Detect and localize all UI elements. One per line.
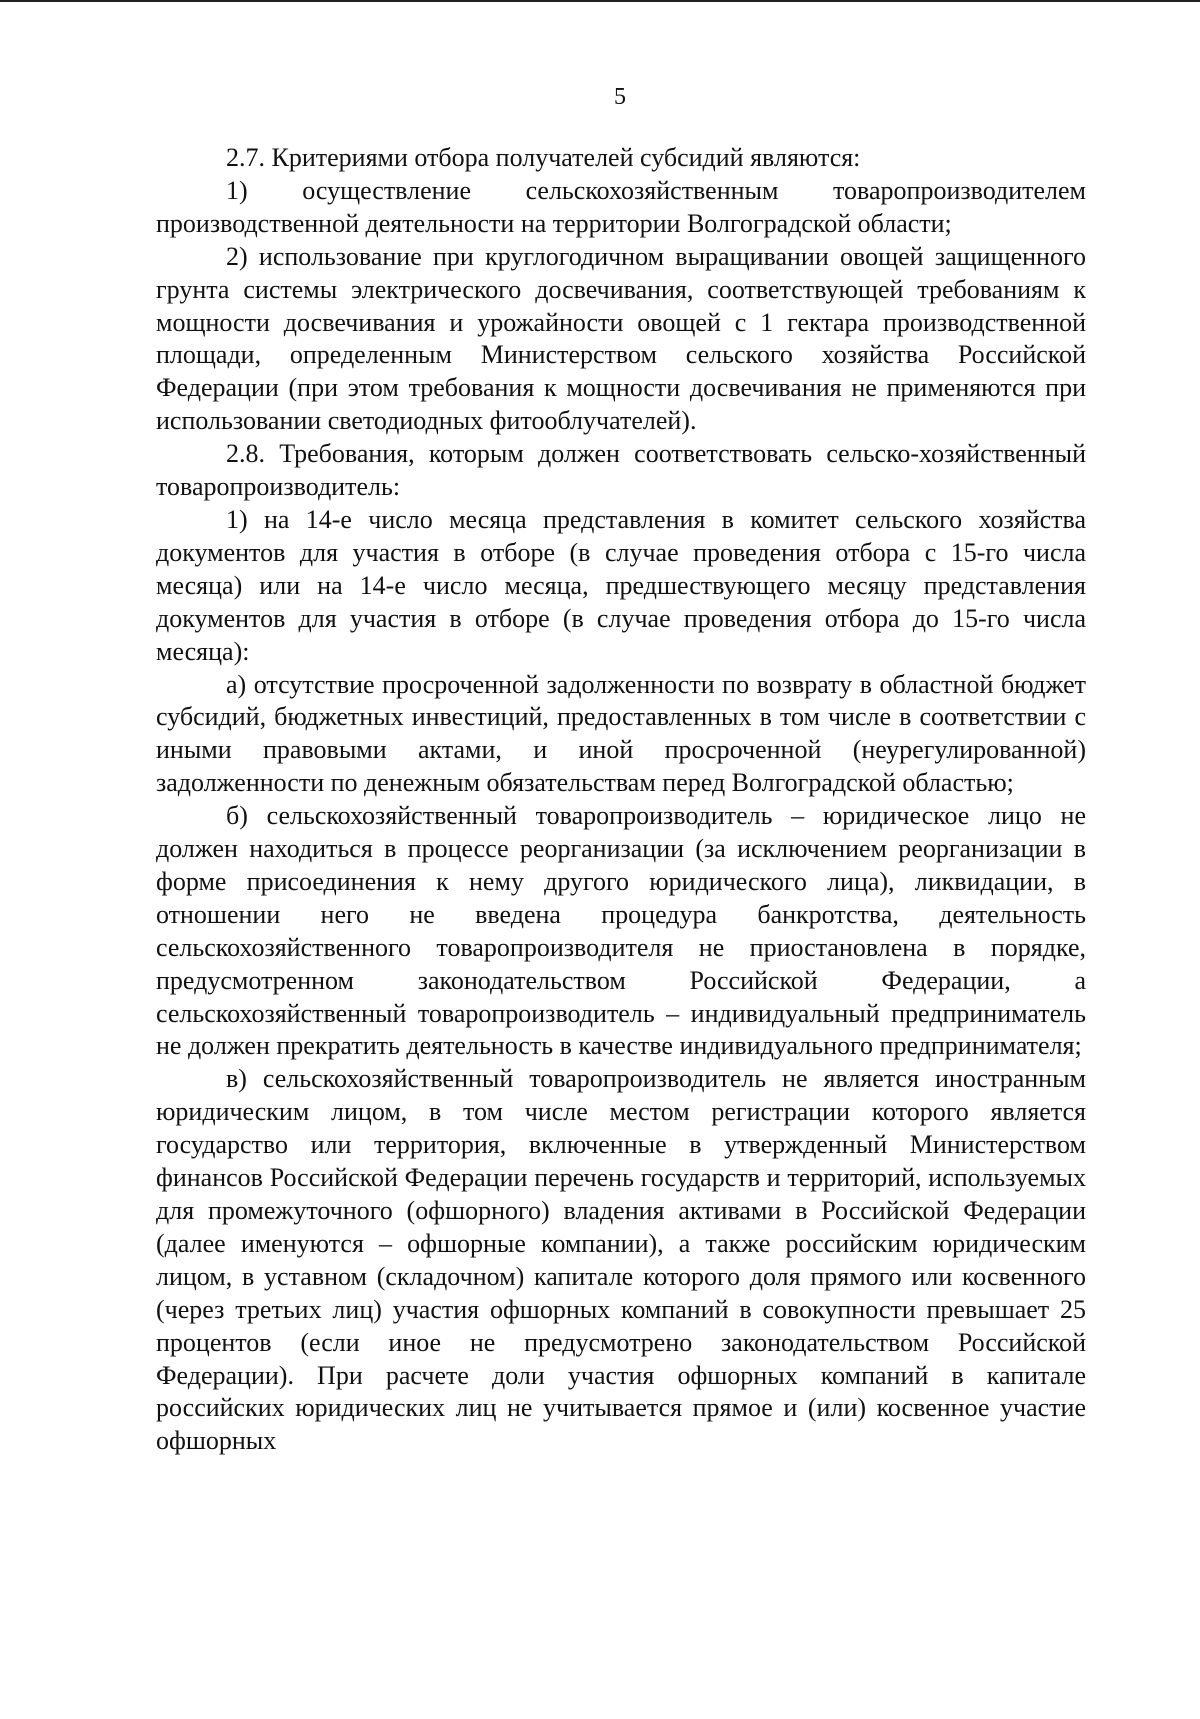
document-body <box>156 142 1086 1458</box>
paragraph-2-8-item-a: а) отсутствие просроченной задолженности по возврату в областной бюджет субсидий, бюджетных инвестиций, предоставленных в том числе в соответствии с иными правовыми актами, и иной просроченной (неурегулированной) задолженности по денежным обязательствам перед Волгоградской областью; <box>156 669 1086 798</box>
paragraph-2-8-item-v: в) сельскохозяйственный товаропроизводитель не является иностранным юридическим лицом, в том числе местом регистрации которого является государство или территория, включенные в утвержденный Министерством финансов Российской Федерации перечень государств и территорий, используемых для промежуточного (офшорного) владения активами в Российской Федерации (далее именуются – офшорные компании), а также российским юридическим лицом, в уставном (складочном) капитале которого доля прямого или косвенного (через третьих лиц) участия офшорных компаний в совокупности превышает 25 процентов (если иное не предусмотрено законодательством Российской Федерации). При расчете доли участия офшорных компаний в капитале российских юридических лиц не учитывается прямое и (или) косвенное участие офшорных <box>156 1064 1086 1456</box>
paragraph-2-7-item-2: 2) использование при круглогодичном выращивании овощей защищенного грунта системы электрического досвечивания, соответствующей требованиям к мощности досвечивания и урожайности овощей с 1 гектара производственной площади, определенным Министерством сельского хозяйства Российской Федерации (при этом требования к мощности досвечивания не применяются при использовании светодиодных фитооблучателей). <box>156 241 1086 436</box>
paragraph-2-7-item-1: 1) осуществление сельскохозяйственным товаропроизводителем производственной деятельности на территории Волгоградской области; <box>156 175 1086 238</box>
paragraph-2-8-item-1: 1) на 14-е число месяца представления в комитет сельского хозяйства документов для участия в отборе (в случае проведения отбора с 15-го числа месяца) или на 14-е число месяца, предшествующего месяцу представления документов для участия в отборе (в случае проведения отбора до 15-го числа месяца): <box>156 504 1086 666</box>
paragraph-2-8: 2.8. Требования, которым должен соответствовать сельско-хозяйственный товаропроизводитель: <box>156 439 1086 502</box>
paragraph-2-8-item-b: б) сельскохозяйственный товаропроизводитель – юридическое лицо не должен находиться в процессе реорганизации (за исключением реорганизации в форме присоединения к нему другого юридического лица), ликвидации, в отношении него не введена процедура банкротства, деятельность сельскохозяйственного товаропроизводителя не приостановлена в порядке, предусмотренном законодательством Российской Федерации, а сельскохозяйственный товаропроизводитель – индивидуальный предприниматель не должен прекратить деятельность в качестве индивидуального предпринимателя; <box>156 801 1086 1061</box>
page-number: 5 <box>614 84 626 110</box>
paragraph-2-7: 2.7. Критериями отбора получателей субсидий являются: <box>226 143 861 172</box>
